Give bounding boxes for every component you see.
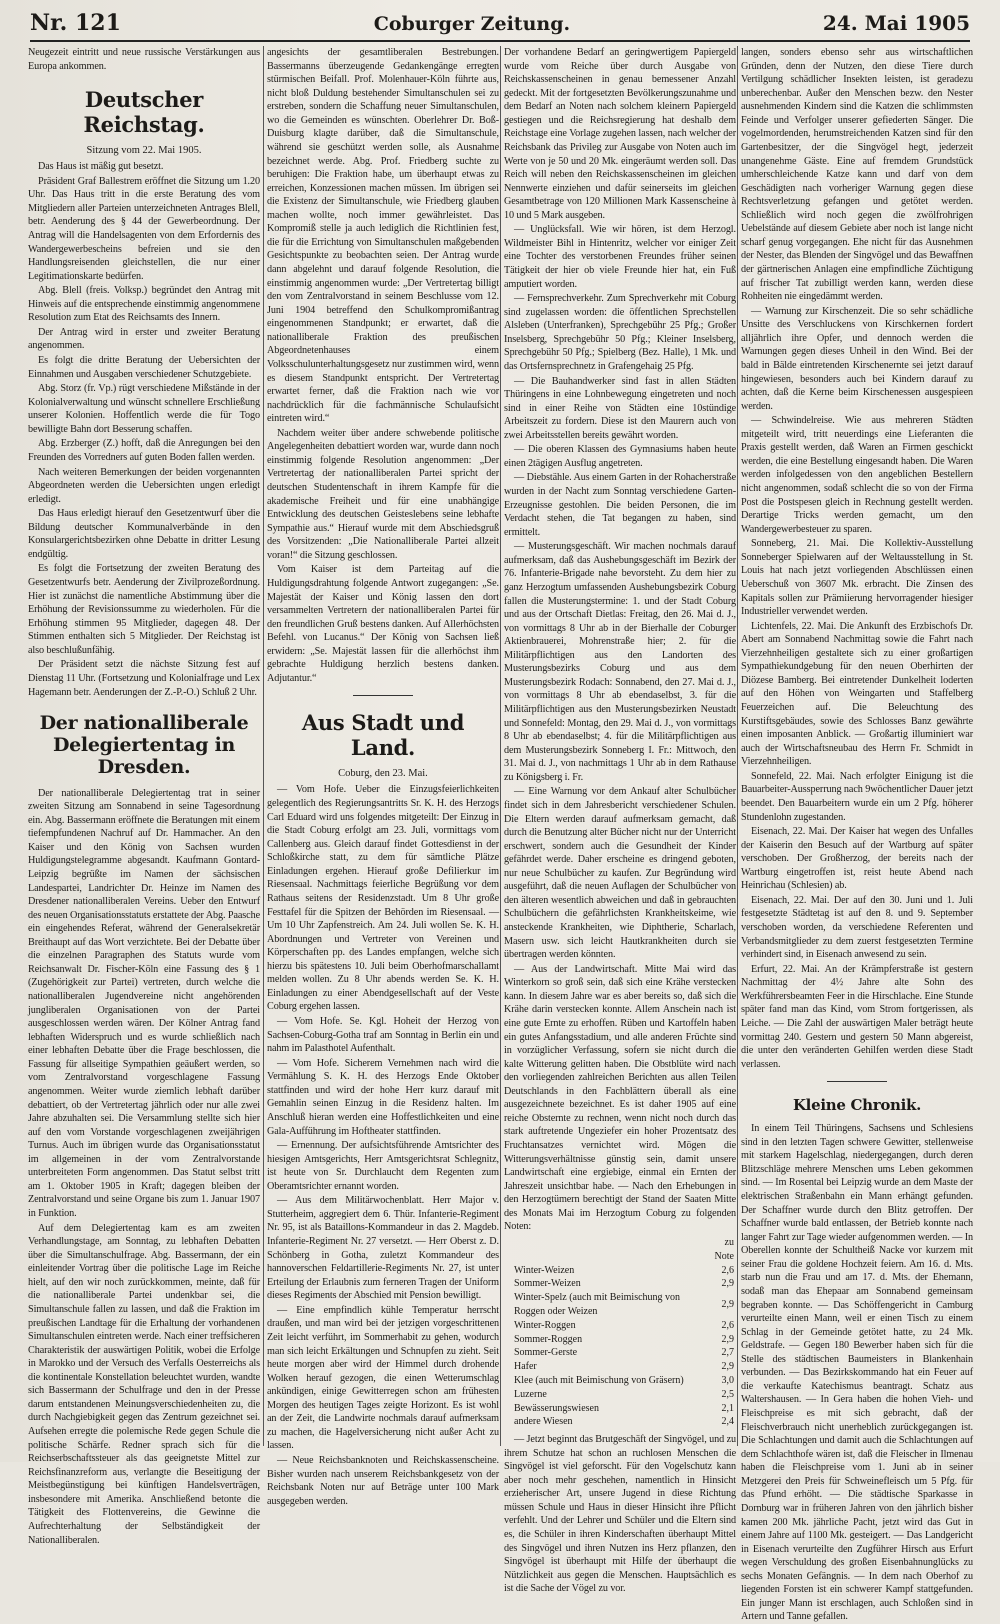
crop-note: 2,4 [721, 1416, 734, 1428]
column-divider [737, 46, 738, 1446]
news-item: Sonnefeld, 22. Mai. Nach erfolgter Einigung ist die Bauarbeiter-Aussperrung nach 9wöchentlicher Dauer jetzt beendet. Den Bauarbeitern wurde ein um 2 Pfg. höherer Stundenlohn zugestanden. [741, 770, 973, 823]
article-paragraph: angesichts der gesamtliberalen Bestrebungen. Bassermanns überzeugende Gedankengänge erregten stürmischen Beifall. Prof. Molenhauer-Köln führte aus, nicht bloß Duldung bestehender Simultanschulen sei zu erstreben, sondern die Schaffung neuer Simultanschulen, wo die Gemeinden es wünschten. Oberlehrer Dr. Boß-Duisburg klagte darüber, daß die Simultanschule, während sie geschützt werden solle, als Ausnahme bezeichnet werde. Abg. Prof. Friedberg suchte zu beruhigen: Die Fraktion habe, um überhaupt etwas zu erreichen, Konzessionen machen müssen. Im übrigen sei die Existenz der Simultanschule, wie Friedberg glauben machen wollte, noch immer gewährleistet. Das Kompromiß stelle ja auch lediglich die Richtlinien fest, die für die Errichtung von Simultanschulen maßgebenden Gesichtspunkte zu beobachten seien. Der Antrag wurde dann abgelehnt und darauf folgende Resolution, die einstimmig angenommen wurde: „Der Vertretertag billigt den vom Zentralvorstand in seinem Beschlusse vom 12. Juni 1904 betreffend den Schulkompromißantrag eingenommenen Standpunkt; er erwartet, daß die nationalliberale Fraktion des preußischen Abgeordnetenhauses einem Volksschulunterhaltungsgesetz nur zustimmen wird, wenn es diesem Standpunkt entspricht. Der Vertretertag erwartet ferner, daß die Fraktion nach wie vor nachdrücklich für die fachmännische Schulaufsicht eintreten wird.“ [267, 47, 499, 425]
column-3 [504, 46, 736, 1595]
crop-note: 2,7 [721, 1347, 734, 1359]
local-news [267, 783, 499, 1508]
article-paragraph: Nach weiteren Bemerkungen der beiden vorgenannten Abgeordneten werden die Uebersichten ungen erledigt erledigt. [28, 466, 260, 505]
news-item: Sonneberg, 21. Mai. Die Kollektiv-Ausstellung Sonneberger Spielwaren auf der Weltausstellung in St. Louis hat nach jetzt vorliegenden Abschlüssen einen Ueberschuß von 3607 Mk. erbracht. Die Zinsen des Kapitals sollen zur Prämiierung hervorragender hiesiger Industrieller verwendet werden. [741, 538, 973, 618]
crop-note: 2,6 [721, 1264, 734, 1276]
article-paragraph: Auf dem Delegiertentag kam es am zweiten Verhandlungstage, am Sonntag, zu lebhaften Debatten über die Simultanschulfrage. Abg. Bassermann, der ein einleitender Vortrag über die politische Lage im Reiche hielt, auf den wir noch zurückkommen, meinte, daß für die nationalliberale Partei undenkbar sei, die Simultanschule fallen zu lassen, und daß die Fraktion im preußischen Landtage für die Erhaltung der vorhandenen Simultanschulen eintreten werde. Nach einer treffsicheren Charakteristik der auswärtigen Politik, wobei die Erfolge in Marokko und der Versuch des Verfalls Oesterreichs als die kontinentale Konstellation beleuchtet wurden, wandte sich Bassermann der Schulfrage und den in der Presse darum entstandenen Meinungsverschiedenheiten zu, die durch Nachgiebigkeit gegen das Zentrum gezeichnet sei. Aufsehen erregte die polemische Rede gegen Schule die politische Schärfe. Redner sprach sich für die Reichserbschaftssteuer als das geeignetste Mittel zur Reichsfinanzreform aus, verlangte die Beseitigung der Meistbegünstigung bei künftigen Handelsverträgen, insbesondere mit Amerika. Anschließend betonte die Tätigkeit des Flottenvereins, die Gewinne die Aufrechterhaltung der Selbständigkeit der Nationalliberalen. [28, 1222, 260, 1546]
reichstag-article [28, 160, 260, 699]
column-2 [267, 46, 499, 1507]
table-row [504, 1291, 736, 1319]
reichstag-session-date: Sitzung vom 22. Mai 1905. [86, 145, 202, 157]
news-item: Der vorhandene Bedarf an geringwertigem Papiergeld wurde vom Reiche über durch Ausgabe von Reichskassenscheinen in genau bemessener Anzahl gedeckt. Mit der fortgesetzten Bevölkerungszunahme und dem Bedarf an Noten nach solchem kleinern Papiergeld gestiegen und die Reichsregierung hat deshalb dem Reichstage eine Vorlage zugehen lassen, nach welcher der Reichsbank das Privileg zur Ausgabe von Noten auch im Werte von je 50 und 20 Mk. eingeräumt werden soll. Das Reich will neben den Reichskassenscheinen im gleichen Nennwerte einziehen und dafür seinerseits im gleichen Gesamtbetrage von 120 Millionen Mark Kassenscheine à 10 und 5 Mark ausgeben. [504, 47, 736, 221]
crop-rating-table [504, 1236, 736, 1429]
table-row [504, 1319, 736, 1333]
table-row [504, 1333, 736, 1347]
news-item: — Die Bauhandwerker sind fast in allen Städten Thüringens in eine Lohnbewegung eingetreten und noch sind in einer Reihe von Städten eine 10stündige Arbeitszeit zu fordern. Diese ist den Maurern auch von zwei Arbeitsstellen bereits gewährt worden. [504, 375, 736, 441]
crop-name: Bewässerungswiesen [514, 1402, 599, 1414]
news-item: Erfurt, 22. Mai. An der Krämpferstraße ist gestern Nachmittag der 4½ Jahre alte Sohn des Werkführersbeamten Feer in die Hirschlache. Eine Stunde später fand man das Kind, vom Strom fortgerissen, als Leiche. — Die Zahl der auswärtigen Maler beträgt heute vormittag 240. Gestern und gestern 50 Mann abgereist, die unter den veränderten Gehilfen werden diese Stadt verlassen. [741, 963, 973, 1070]
news-item: — Diebstähle. Aus einem Garten in der Rohacherstraße wurden in der Nacht zum Sonntag verschiedene Garten-Erzeugnisse gestohlen. Die beiden Personen, die im Verdacht stehen, die Tat begangen zu haben, sind ermittelt. [504, 472, 736, 538]
news-item: Eisenach, 22. Mai. Der auf den 30. Juni und 1. Juli festgesetzte Städtetag ist auf den 8. und 9. September verschoben worden, da verschiedene Referenten und Verbandsmitglieder zu dem zuerst festgesetzten Termine verhindert sind, in Eisenach anwesend zu sein. [741, 894, 973, 961]
table-row [504, 1264, 736, 1278]
section-rule [827, 1081, 887, 1082]
article-paragraph: Der Präsident setzt die nächste Sitzung fest auf Dienstag 11 Uhr. (Fortsetzung und Kolonialfrage und Lex Hagemann betr. Aenderungen der Z.-P.-O.) Schluß 2 Uhr. [28, 659, 260, 698]
section-rule [353, 695, 413, 696]
masthead [30, 10, 970, 40]
dateline: Coburg, den 23. Mai. [338, 768, 428, 780]
news-item: Eisenach, 22. Mai. Der Kaiser hat wegen des Unfalles der Kaiserin den Besuch auf der Wartburg auf später verschoben. Der Großherzog, der bereits nach der Wartburg eingetroffen ist, reist heute Abend nach Heinrichau (Schlesien) ab. [741, 826, 973, 892]
news-item: — Unglücksfall. Wie wir hören, ist dem Herzogl. Wildmeister Bihl in Hintenritz, welcher vor einiger Zeit eine Tochter des verstorbenen Freundes früher seinen Tätigkeit der hier ob viele Freunde hier hat, ein Fuß amputiert worden. [504, 224, 736, 290]
headline-kleine-chronik: Kleine Chronik. [792, 1096, 922, 1115]
news-item: — Warnung zur Kirschenzeit. Die so sehr schädliche Unsitte des Verschluckens von Kirschkernen fordert alljährlich ihre Opfer, und dennoch werden die Warnungen gegen dieses Unheil in den Wind. Bei der bald in Bälde eintretenden Kirschenernte sei jetzt darauf hingewiesen, besonders auch bei Kindern darauf zu achten, daß die Kerne beim Kirschenessen ausgespieen werden. [741, 305, 973, 412]
table-row [504, 1415, 736, 1429]
news-item: — Die oberen Klassen des Gymnasiums haben heute einen 2tägigen Ausflug angetreten. [504, 444, 736, 469]
table-row [504, 1374, 736, 1388]
crop-name: Sommer-Weizen [514, 1278, 581, 1290]
table-row [504, 1360, 736, 1374]
article-paragraph: Der Antrag wird in erster und zweiter Beratung angenommen. [28, 326, 260, 352]
table-row [504, 1402, 736, 1416]
article-paragraph: Präsident Graf Ballestrem eröffnet die Sitzung um 1.20 Uhr. Das Haus tritt in die erste Beratung des vom Mitgliedern aller Parteien unterzeichneten Antrages Blell, betr. Aenderung des § 44 der Gewerbeordnung. Der Antrag will die Handelsagenten von dem Erfordernis des Wandergewerbescheins befreien und sie den Handlungsreisenden gleichstellen, die nur einer Legitimationskarte bedürfen. [28, 175, 260, 282]
news-item: — Ernennung. Der aufsichtsführende Amtsrichter des hiesigen Amtsgerichts, Herr Amtsgerichtsrat Schlegnitz, ist heute von Sr. Durchlaucht dem Regenten zum Oberamtsrichter ernannt worden. [267, 1140, 499, 1192]
lead-text: Neugezeit eintritt und neue russische Verstärkungen aus Europa ankommen. [28, 47, 260, 72]
crop-name: Hafer [514, 1361, 537, 1373]
issue-number: Nr. 121 [30, 10, 121, 36]
news-item: — Eine Warnung vor dem Ankauf alter Schulbücher findet sich in dem Jahresbericht verschiedener Schulen. Die Eltern werden darauf aufmerksam gemacht, daß durch die Benutzung alter Bücher nicht nur der Unterricht erschwert, sondern auch die Gesundheit der Kinder gefährdet werde. Daher erscheine es dringend geboten, nur neue Schulbücher zu kaufen. Zur Begründung wird ausgeführt, daß die neuen Auflagen der Schulbücher von den älteren wesentlich abweichen und daß in gebrauchten Schulbüchern die gefährlichsten Krankheitskeime, wie ansteckende Krankheiten, wie Diphtherie, Scharlach, Masern usw. sich leicht Hautkrankheiten durch sie übertragen werden könnten. [504, 786, 736, 961]
delegiertentag-article [28, 787, 260, 1548]
column-header-note: zu Note [714, 1236, 734, 1262]
article-paragraph: Abg. Storz (fr. Vp.) rügt verschiedene Mißstände in der Kolonialverwaltung und wünscht schnellere Erschließung unserer Kolonien. Hoffentlich werde die für Togo bewilligte Bahn dort Besserung schaffen. [28, 383, 260, 435]
table-row [504, 1388, 736, 1402]
crop-note: 2,5 [721, 1388, 734, 1400]
crop-note: 2,6 [721, 1319, 734, 1331]
news-item: — Vom Hofe. Se. Kgl. Hoheit der Herzog von Sachsen-Coburg-Gotha traf am Sonntag in Berlin ein und nahm im Palasthotel Aufenthalt. [267, 1016, 499, 1055]
article-paragraph: Nachdem weiter über andere schwebende politische Angelegenheiten debattiert worden war, wurde dann noch einstimmig folgende Resolution angenommen: „Der Vertretertag der nationalliberalen Partei spricht der deutschen Studentenschaft in ihrem Kampfe für die akademische Freiheit und für eine unabhängige Entwicklung des deutschen Geisteslebens seine lebhafte Sympathie aus.“ Hierauf wurde mit dem Abschiedsgruß des Vorsitzenden: „Die Nationalliberale Partei allzeit voran!“ die Sitzung geschlossen. [267, 427, 499, 561]
crop-name: Sommer-Gerste [514, 1347, 578, 1359]
article-paragraph: Vom Kaiser ist dem Parteitag auf die Huldigungsdrahtung folgende Antwort zugegangen: „Se. Majestät der Kaiser und König lassen den dort versammelten Vertretern der nationalliberalen Partei für den freundlichen Gruß bestens danken. Auf Allerhöchsten Befehl. von Lucanus.“ Der König von Sachsen ließ erwidern: „Se. Majestät lassen für die allerhöchst ihm gebrachte Huldigung herzlich bestens danken. Adjutantur.“ [267, 564, 499, 684]
article-paragraph: Das Haus ist mäßig gut besetzt. [38, 161, 164, 173]
crop-note: 2,9 [721, 1278, 734, 1290]
news-item: — Vom Hofe. Ueber die Einzugsfeierlichkeiten gelegentlich des Regierungsantritts Sr. K. H. des Herzogs Carl Eduard wird uns folgendes mitgeteilt: Der Einzug in die Stadt Coburg erfolgt am 23. Juli, vormittags vom Callenberg aus. Gleich darauf findet Gottesdienst in der Schloßkirche statt, zu dem für sämtliche Plätze Einladungen ergehen. Hierauf große Defilierkur im Riesensaal. Nachmittags feierliche Begrüßung vor dem Rathaus seitens der Residenzstadt. Um 8 Uhr große Festtafel für die Spitzen der Behörden im Riesensaal. — Um 10 Uhr Zapfenstreich. Am 24. Juli wollen Se. K. H. Abordnungen und Vertreter von Vereinen und Körperschaften pp. des Landes empfangen, welche sich hierzu bis spätestens 10. Juli beim Oberhofmarschallamt melden wollen. Zu 8 Uhr abends werden Se. K. H. Einladungen zu einer Abendgesellschaft auf der Veste Coburg ergehen lassen. [267, 784, 499, 1013]
column-divider [263, 46, 264, 1446]
headline-delegiertentag: Der nationalliberale Delegiertentag in Dresden. [39, 712, 249, 778]
crop-name: Winter-Spelz (auch mit Beimischung von Roggen oder Weizen [514, 1292, 681, 1317]
news-item: — Fernsprechverkehr. Zum Sprechverkehr mit Coburg sind zugelassen worden: die öffentlichen Sprechstellen Alsleben (Unterfranken), Sprechgebühr 25 Pfg.; Großer Inselsberg, Sprechgebühr 50 Pfg.; Kleiner Inselsberg, Sprechgebühr 50 Pfg.; Spielberg (Bez. Halle), 1 Mk. und das Ortsfernsprechnetz in Grafengehaig 25 Pfg. [504, 293, 736, 372]
article-paragraph: Es folgt die dritte Beratung der Uebersichten der Einnahmen und Ausgaben verschiedener Schutzgebiete. [28, 355, 260, 380]
column-1 [28, 46, 260, 1546]
news-item: — Jetzt beginnt das Brutgeschäft der Singvögel, und zu ihrem Schutze hat schon an ruchlosen Menschen die Singvögel ist viel geforscht. Für den Vogelschutz kann aber noch mehr geschehen, namentlich in Hinsicht erzieherischer Art, unsere Jugend in diese Richtung müssen Schule und Haus in dieser Hinsicht ihre Pflicht verfehlt. Und der Lehrer und Schüler und die Eltern sind es, die Schüler in ihren Kinderschaften überhaupt Mittel des Singvögel und ihren Nutzen ins Herz pflanzen, den Singvögel ist überhaupt mit Hilfe der überhaupt die Nützlichkeit aus gegen die Menschen. Hauptsächlich es ist die Sache der Vögel zu vor. [504, 1434, 736, 1595]
table-row [504, 1346, 736, 1360]
headline-stadt-und-land: Aus Stadt und Land. [301, 710, 465, 761]
article-paragraph: Abg. Erzberger (Z.) hofft, daß die Anregungen bei den Freunden des Vorredners auf guten Boden fallen werden. [28, 438, 260, 463]
crop-note: 2,1 [721, 1402, 734, 1414]
newspaper-title: Coburger Zeitung. [373, 13, 571, 35]
crop-note: 2,9 [721, 1361, 734, 1373]
article-paragraph: Das Haus erledigt hierauf den Gesetzentwurf über die Bildung deutscher Kommunalverbände in den Konsulargerichtsbezirken ohne Debatte in dritter Lesung endgültig. [28, 508, 260, 560]
column-divider [500, 46, 501, 1446]
crop-name: Winter-Roggen [514, 1319, 576, 1331]
news-item: langen, sonders ebenso sehr aus wirtschaftlichen Gründen, denn der Nutzen, den diese Tiere durch Vertilgung schädlicher Insekten leisten, ist geradezu unberechenbar. Außer den Menschen bezw. den Nester ausnehmenden Kindern sind die Katzen die schlimmsten Feinde und Verfolger unserer gefiederten Sänger. Die vogelmordenden, herumstreichenden Katzen sind für den Gartenbesitzer, der die Singvögel hegt, jederzeit unangenehme Gäste. Eine auf fremdem Grundstück umherschleichende Katze kann und darf von dem Geschädigten nach vorheriger Warnung gegen diese Rechtsverletzung gefangen und getötet werden. Schließlich wird noch gegen die zwölfrohrigen Uebelstände auf diesem Gebiete aber noch ist lange nicht scharf genug vorgegangen. Ehe nicht für das Ausnehmen der Nester, das Blenden der Singvögel und das Bewaffnen der gärtnerischen Anlagen eine empfindliche Züchtigung auf frischer Tat zubilligt werden kann, werden diese Rohheiten nie eingedämmt werden. [741, 47, 973, 303]
news-item: — Neue Reichsbanknoten und Reichskassenscheine. Bisher wurden nach unserem Reichsbankgesetz von der Reichsbank Noten nur auf Beträge unter 100 Mark ausgegeben werden. [267, 1455, 499, 1507]
table-header-row [504, 1236, 736, 1264]
article-paragraph: Abg. Blell (freis. Volksp.) begründet den Antrag mit Hinweis auf die entsprechende einstimmig angenommene Resolution zum Etat des Reichsamts des Innern. [28, 285, 260, 324]
column-4 [741, 46, 973, 1623]
crop-rating-rows [504, 1236, 736, 1429]
news-item: — Aus dem Militärwochenblatt. Herr Major v. Stutterheim, aggregiert dem 6. Thür. Infanterie-Regiment Nr. 95, ist als Bataillons-Kommandeur in das 2. Magdeb. Infanterie-Regiment Nr. 27 versetzt. — Herr Oberst z. D. Schönberg in Gotha, zuletzt Kommandeur des hannoverschen Feldartillerie-Regiments Nr. 27, ist unter Erteilung der Erlaubnis zum ferneren Tragen der Uniform dieses Regiments der Abschied mit Pension bewilligt. [267, 1195, 499, 1302]
crop-name: Luzerne [514, 1388, 547, 1400]
news-item: In einem Teil Thüringens, Sachsens und Schlesiens sind in den letzten Tagen schwere Gewitter, stellenweise mit starkem Hagelschlag, niedergegangen, durch deren Blitzschläge mehrere Menschen ums Leben gekommen sind. — Im Rosental bei Leipzig wurde an dem Maste der elektrischen Straßenbahn ein Mann erhängt gefunden. Der Schaffner wurde durch den Blitz getroffen. Der Schaffner wurde bald entlassen, der Betrieb konnte nach langer Fahrt zur Tage wieder aufgenommen werden. — In Oberellen konnte der Schultheiß Nacke vor kurzem mit seiner Frau die goldene Hochzeit feiern. Am 16. d. Mts. starb nun die Frau und am 17. d. Mts. der Ehemann, sodaß man das Ehepaar am Sonnabend gemeinsam begraben konnte. — Das Schöffengericht in Camburg verurteilte einen Mann, weil er einen Tisch zu einem Schlag in der Gemeinde getötet hatte, zu 24 Mk. Geldstrafe. — Gegen 180 Bewerber haben sich für die Stelle des städtischen Baumeisters in Blankenhain verbunden. — Das Bezirkskommando hat ein Feuer auf die verkaufte Katechismus beantragt. Schatz aus Waltershausen. — In Gera haben die hohen Vieh- und Fleischpreise es mit sich gebracht, daß der Fleischverbrauch nicht unerheblich zurückgegangen ist. Die Schlachtungen und damit auch die Schlachtungen auf dem Schlachthofe wären ist, daß die Fleischer in Ilmenau haben die Fleischpreise vom 1. Juni ab in seiner Metzgerei den Preis für Schweinefleisch um 5 Pfg. für das Pfund erhöht. — Die städtische Sparkasse in Dornburg war in früheren Jahren von den jährlich bisher kamen 200 Mk. jährliche Pacht, jetzt wird das Gut in einem Jahre auf 1100 Mk. gesteigert. — Das Landgericht in Eisenach verurteilte den Zugführer Hirsch aus Erfurt wegen Verschuldung des großen Eisenbahnunglücks zu sechs Monaten Gefängnis. — In dem nach Oberhof zu liegenden Forsten ist ein schwerer Kampf stattgefunden. Ein junger Mann ist erschlagen, auch Schloßen sind in Artern und Tanne gefallen. [741, 1123, 973, 1623]
crop-note: 3,0 [721, 1374, 734, 1386]
crop-note: 2,9 [721, 1333, 734, 1345]
issue-date: 24. Mai 1905 [822, 11, 970, 35]
table-row [504, 1277, 736, 1291]
news-item: — Schwindelreise. Wie aus mehreren Städten mitgeteilt wird, tritt neuerdings eine Lieferanten die Praxis gestellt werden, daß Waren an Firmen geschickt werden, die eine Bestellung eingesandt haben. Die Waren werden infolgedessen von den angeblichen Bestellern nicht angenommen, sodaß schlecht die so von der Firma Post die Postspesen gleich in Rechnung gestellt werden. Derartige Tricks werden gemacht, um den Wandergewerbesteuer zu sparen. [741, 415, 973, 535]
article-paragraph: Der nationalliberale Delegiertentag trat in seiner zweiten Sitzung am Sonnabend in seine Tagesordnung ein. Abg. Bassermann eröffnete die Beratungen mit einem tiefempfundenen Nachruf auf Dr. Hammacher. An den Kaiser und den König von Sachsen wurden Huldigungstelegramme abgesandt. Kaufmann Gontard-Leipzig begrüßte im Namen der sächsischen Landespartei, Landrichter Dr. Heinze im Namen des Dresdener nationalliberalen Vereins. Ueber den Entwurf des neuen Organisationsstatuts erstattete der Abg. Paasche ein eingehendes Referat, während der Generalsekretär Breithaupt auf das Wort verzichtete. Bei der Debatte über die einzelnen Paragraphen des Statuts wurde vom Reichsanwalt Dr. Fischer-Köln eine Fassung des § 1 (Zugehörigkeit zur Partei) vertreten, durch welche die nationalliberalen Jugendvereine nicht angehörenden jungliberalen Organisationen von der Partei ausgeschlossen werden wären. Der Kölner Antrag fand lebhaften Widerspruch und es wurde schließlich nach einer lebhaften Debatte über die Frage beschlossen, die Fassung für allseitige Sympathien geäußert werden, so vom Zentralvorstand vorgeschlagene Fassung angenommen. Weiter wurde ziemlich lebhaft darüber debattiert, ob der Vertretertag jährlich oder nur alle zwei Jahre abzuhalten sei. Die Versammlung stellte sich hier auf den vom Vorstande vorgeschlagenen zweijährigen Turnus. Auch im übrigen wurde das Organisationsstatut im allgemeinen in der vom Zentralvorstande unterbreiteten Form angenommen. Das Statut selbst tritt am 1. Oktober 1905 in Kraft; dagegen bleiben der Zentralvorstand und seine Organe bis zum 1. Januar 1907 in Funktion. [28, 787, 260, 1220]
headline-reichstag: Deutscher Reichstag. [83, 87, 205, 138]
news-item: — Aus der Landwirtschaft. Mitte Mai wird das Winterkorn so groß sein, daß sich eine Krähe verstecken kann. In diesem Jahre war es aber bereits so, daß sich die Krähe darin verstecken konnte. Allem Anschein nach ist eine gute Ernte zu erhoffen. Rüben und Kartoffeln haben ein gutes Anfangsstadium, und alle anderen Früchte sind in vorzüglicher Verfassung, sofern sie nicht durch die kalte Witterung gelitten haben. Die Obstblüte wird nach den vorliegenden zahlreichen Berichten aus allen Teilen Deutschlands in den Fachblättern überall als eine ausgezeichnete bezeichnet. Es ist daher 1905 auf eine reiche Obsternte zu rechnen, wenn nicht noch durch das stark auftretende Ungeziefer ein hoher Prozentsatz des Fruchtansatzes vernichtet wird. Mögen die Witterungsverhältnisse günstig sein, damit unsere Landwirtschaft eine ergiebige, einmal ein Ernten der Jahreszeit unsichtbar habe. — Nach den Erhebungen in den Herzogtümern berechtigt der Stand der Saaten Mitte des Monats Mai im Herzogtum Coburg zu folgenden Noten: [504, 963, 736, 1233]
crop-name: Sommer-Roggen [514, 1333, 583, 1345]
news-item: — Musterungsgeschäft. Wir machen nochmals darauf aufmerksam, daß das Aushebungsgeschäft im Bezirk der 76. Infanterie-Brigade nahe bevorsteht. Zu dem hier zu ganz Herzogtum umfassenden Aushebungsbezirk Coburg fallen die Musterungstermine: 1. und der Stadt Coburg und aus der Ortschaft Dietlas: Freitag, den 26. Mai d. J., von vormittags 8 Uhr ab in der Bierhalle der Coburger Aktienbrauerei, Mohrenstraße hier; 2. für die Militärpflichtigen aus den Landorten des Musterungsbezirks Coburg und aus dem Musterungsbezirk Rodach: Sonnabend, den 27. Mai d. J., von vormittags 8 Uhr ab ebendaselbst, 3. für die Militärpflichtigen aus den Musterungsbezirken Neustadt und Sonnefeld: Montag, den 29. Mai d. J., von vormittags 8 Uhr ab ebendaselbst; 4. für die Militärpflichtigen aus dem Musterungsbezirk Sonneberg I. Fr.: Mittwoch, den 31. Mai d. J., von nachmittags 1 Uhr ab in dem Rathause zu Königsberg i. Fr. [504, 541, 736, 783]
news-item: — Eine empfindlich kühle Temperatur herrscht draußen, und man wird bei der jetzigen vorgeschrittenen Zeit leicht verführt, im Sommerhabit zu gehen, wodurch man sich leicht Erkältungen und Schnupfen zu zieht. Seit heute morgen aber wird der Himmel durch drohende Wolken herauf gezogen, die einen Wetterumschlag ankündigen, einige Gewitterregen schon am frühesten Morgen des heutigen Tages zeigte Horizont. Es ist wohl an der Zeit, die Landwirte nochmals darauf aufmerksam zu machen, die Hagelversicherung nicht außer Acht zu lassen. [267, 1304, 499, 1452]
crop-name: Klee (auch mit Beimischung von Gräsern) [514, 1374, 684, 1386]
news-item: — Vom Hofe. Sicherem Vernehmen nach wird die Vermählung S. K. H. des Herzogs Ende Oktober stattfinden und wird der hohe Herr kurz darauf mit Gemahlin seinen Einzug in die Residenz halten. Im Anschluß hieran werden eine Hoffestlichkeiten und eine Gala-Aufführung im Hoftheater stattfinden. [267, 1057, 499, 1137]
crop-name: andere Wiesen [514, 1416, 573, 1428]
article-paragraph: Es folgt die Fortsetzung der zweiten Beratung des Gesetzentwurfs betr. Aenderung der Zivilprozeßordnung. Hier ist zunächst die namentliche Abstimmung über die Erhöhung der Revisionssumme zu wiederholen. Für die Erhöhung stimmen 95 Mitglieder, dagegen 48. Der Stimmen enthalten sich 5 Mitglieder. Der Reichstag ist also beschlußunfähig. [28, 563, 260, 656]
news-item: Lichtenfels, 22. Mai. Die Ankunft des Erzbischofs Dr. Abert am Sonnabend Nachmittag sowie die Fahrt nach Vierzehnheiligen gestaltete sich zu einer großartigen Sympathiekundgebung für den neuen Oberhirten der Diözese Bamberg. Bei eintretender Dunkelheit loderten auf den Höhen von Weingarten und Staffelberg Feuerzeichen auf. Die Beleuchtung des Kurstiftsgebäudes, sowie des Schlosses Banz gewährte einen imposanten Anblick. — Großartig illuminiert war auch der Wirtschaftsneubau des Herrn Fr. Schmidt in Vierzehnheiligen. [741, 620, 973, 768]
masthead-rule [30, 40, 970, 42]
crop-name: Winter-Weizen [514, 1264, 575, 1276]
crop-note: 2,9 [721, 1299, 734, 1311]
